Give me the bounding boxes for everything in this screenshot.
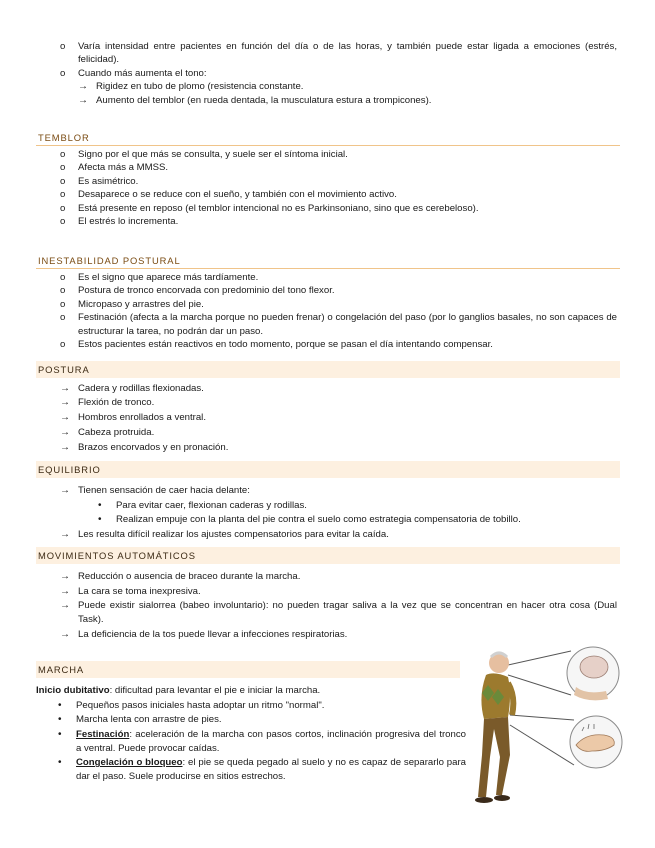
arrow-item-text: Hombros enrollados a ventral. — [78, 412, 206, 424]
circle-bullet-icon: o — [60, 298, 66, 310]
circle-bullet-icon: o — [60, 216, 66, 228]
arrow-item-text: Tienen sensación de caer hacia delante: — [78, 485, 250, 496]
list-item — [0, 67, 655, 80]
arrow-right-icon: → — [60, 528, 70, 540]
top-list — [0, 40, 655, 107]
inestabilidad-list — [0, 271, 655, 351]
list-item — [36, 756, 466, 784]
arrow-item-text: Aumento del temblor (en rueda dentada, la musculatura estura a trompicones). — [96, 94, 432, 106]
arrow-item — [0, 484, 655, 499]
section-header-movimientos-automaticos: MOVIMIENTOS AUTOMÁTICOS — [36, 547, 620, 564]
arrow-item — [0, 94, 655, 107]
arrow-item — [0, 440, 655, 455]
list-item-text: Afecta más a MMSS. — [78, 162, 169, 174]
list-item — [0, 338, 655, 351]
section-header-inestabilidad-postural: INESTABILIDAD POSTURAL — [36, 252, 620, 269]
arrow-item-text: La deficiencia de la tos puede llevar a infecciones respiratorias. — [78, 628, 348, 640]
arrow-item — [0, 382, 655, 395]
sub-list-item-text: Para evitar caer, flexionan caderas y rodillas. — [116, 499, 307, 511]
bullet-dot-icon: • — [58, 714, 62, 726]
circle-bullet-icon: o — [60, 149, 66, 160]
shoe-icon — [475, 797, 493, 803]
arrow-right-icon: → — [60, 485, 70, 496]
marcha-intro — [36, 684, 466, 699]
arrow-right-icon: → — [78, 81, 88, 93]
list-item — [0, 40, 655, 67]
movimientos-list — [0, 570, 655, 642]
arrow-right-icon: → — [60, 442, 70, 454]
arrow-right-icon: → — [60, 600, 70, 612]
arrow-right-icon: → — [60, 628, 70, 640]
list-item-text: Cuando más aumenta el tono: — [78, 67, 207, 79]
list-item — [0, 175, 655, 188]
arrow-item-text: La cara se toma inexpresiva. — [78, 585, 201, 597]
circle-bullet-icon: o — [60, 202, 66, 214]
connector-line — [510, 715, 574, 720]
circle-bullet-icon: o — [60, 189, 66, 201]
list-item — [36, 713, 466, 728]
list-item — [36, 728, 466, 756]
equilibrio-list — [0, 484, 655, 542]
circle-bullet-icon: o — [60, 312, 66, 324]
list-item-text: Es el signo que aparece más tardíamente. — [78, 272, 259, 283]
list-item-text: Pequeños pasos iniciales hasta adoptar un ritmo "normal". — [76, 699, 325, 711]
list-item-text: Micropaso y arrastres del pie. — [78, 298, 204, 310]
arrow-item — [0, 599, 655, 627]
list-item-text: Signo por el que más se consulta, y suele ser el síntoma inicial. — [78, 149, 348, 160]
arrow-item — [0, 628, 655, 643]
arrow-item-text: Cabeza protruida. — [78, 427, 155, 439]
arrow-right-icon: → — [60, 427, 70, 439]
list-item — [0, 188, 655, 201]
arrow-right-icon: → — [78, 94, 88, 106]
intro-bold-term: Inicio dubitativo — [36, 685, 110, 696]
section-header-equilibrio: EQUILIBRIO — [36, 461, 620, 478]
list-item-text: Desaparece o se reduce con el sueño, y también con el movimiento activo. — [78, 189, 397, 201]
arrow-item — [0, 570, 655, 585]
list-item-text: Estos pacientes están reactivos en todo momento, porque se pasan el día intentando compensar. — [78, 339, 493, 351]
connector-line — [510, 725, 574, 765]
list-item-text: Marcha lenta con arrastre de pies. — [76, 714, 222, 726]
brain-icon — [580, 656, 608, 678]
list-item — [0, 311, 655, 338]
term-festinacion: Festinación — [76, 728, 130, 740]
list-item-text: Festinación (afecta a la marcha porque no pueden frenar) o congelación del paso (por lo ganglios basales, no son capaces de estructurar la tarea, no podrán dar un paso. — [78, 312, 617, 337]
list-item-text: : aceleración de la marcha con pasos cortos, inclinación progresiva del tronco a ventral. Puede provocar caídas. — [76, 728, 466, 754]
list-item-text: Está presente en reposo (el temblor intencional no es Parkinsoniano, sino que es cerebeloso). — [78, 202, 479, 214]
intro-text: : dificultad para levantar el pie e iniciar la marcha. — [109, 685, 321, 696]
list-item-text: Postura de tronco encorvada con predominio del tono flexor. — [78, 285, 335, 297]
list-item — [0, 271, 655, 284]
arrow-item-text: Brazos encorvados y en pronación. — [78, 442, 229, 454]
arrow-item-text: Reducción o ausencia de braceo durante la marcha. — [78, 571, 301, 582]
sub-list-item — [0, 513, 655, 528]
list-item — [0, 161, 655, 174]
arrow-right-icon: → — [60, 412, 70, 424]
bullet-dot-icon: • — [58, 699, 62, 711]
list-item-text: Es asimétrico. — [78, 175, 139, 187]
sub-list-item — [0, 499, 655, 514]
list-item-text: El estrés lo incrementa. — [78, 216, 179, 228]
arrow-item-text: Les resulta difícil realizar los ajustes compensatorios para evitar la caída. — [78, 528, 389, 540]
bullet-dot-icon: • — [98, 514, 102, 526]
postura-list — [0, 382, 655, 455]
arrow-right-icon: → — [60, 571, 70, 582]
arrow-right-icon: → — [60, 383, 70, 394]
circle-bullet-icon: o — [60, 41, 66, 52]
list-item — [0, 148, 655, 161]
bullet-dot-icon: • — [58, 728, 62, 740]
shoe-icon — [494, 795, 510, 801]
circle-bullet-icon: o — [60, 162, 66, 174]
bullet-dot-icon: • — [58, 757, 62, 769]
section-header-temblor: TEMBLOR — [36, 129, 620, 146]
circle-bullet-icon: o — [60, 339, 66, 351]
bullet-dot-icon: • — [98, 499, 102, 511]
arrow-item — [0, 425, 655, 440]
list-item-text: : el pie se queda pegado al suelo y no es capaz de separarlo para dar el paso. Suele producirse en sitios estrechos. — [76, 757, 466, 783]
section-header-marcha: MARCHA — [36, 661, 460, 678]
arrow-item — [0, 80, 655, 93]
trousers-icon — [478, 717, 510, 797]
circle-bullet-icon: o — [60, 272, 66, 283]
marcha-content — [36, 684, 466, 785]
arrow-right-icon: → — [60, 585, 70, 597]
arrow-item — [0, 585, 655, 600]
arrow-item-text: Cadera y rodillas flexionadas. — [78, 383, 204, 394]
arrow-item-text: Rigidez en tubo de plomo (resistencia constante. — [96, 81, 304, 93]
temblor-list — [0, 148, 655, 228]
circle-bullet-icon: o — [60, 285, 66, 297]
arrow-item-text: Flexión de tronco. — [78, 397, 155, 409]
sub-list-item-text: Realizan empuje con la planta del pie contra el suelo como estrategia compensatoria de tobillo. — [116, 514, 521, 526]
arrow-item-text: Puede existir sialorrea (babeo involuntario): no pueden tragar saliva a la vez que se concentran en hacer otra cosa (Dual Task). — [78, 600, 617, 626]
term-congelacion: Congelación o bloqueo — [76, 757, 183, 769]
arrow-item — [0, 395, 655, 410]
list-item-text: Varía intensidad entre pacientes en función del día o de las horas, y también puede estar ligada a emociones (estrés, felicidad). — [78, 41, 617, 66]
circle-bullet-icon: o — [60, 175, 66, 187]
connector-line — [508, 651, 571, 665]
arrow-item — [0, 528, 655, 543]
list-item — [0, 284, 655, 297]
parkinson-patient-illustration — [466, 645, 626, 810]
connector-line — [508, 675, 571, 695]
list-item — [36, 699, 466, 714]
arrow-right-icon: → — [60, 397, 70, 409]
list-item — [0, 215, 655, 228]
circle-bullet-icon: o — [60, 67, 66, 79]
arrow-item — [0, 410, 655, 425]
list-item — [0, 202, 655, 215]
list-item — [0, 298, 655, 311]
section-header-postura: POSTURA — [36, 361, 620, 378]
